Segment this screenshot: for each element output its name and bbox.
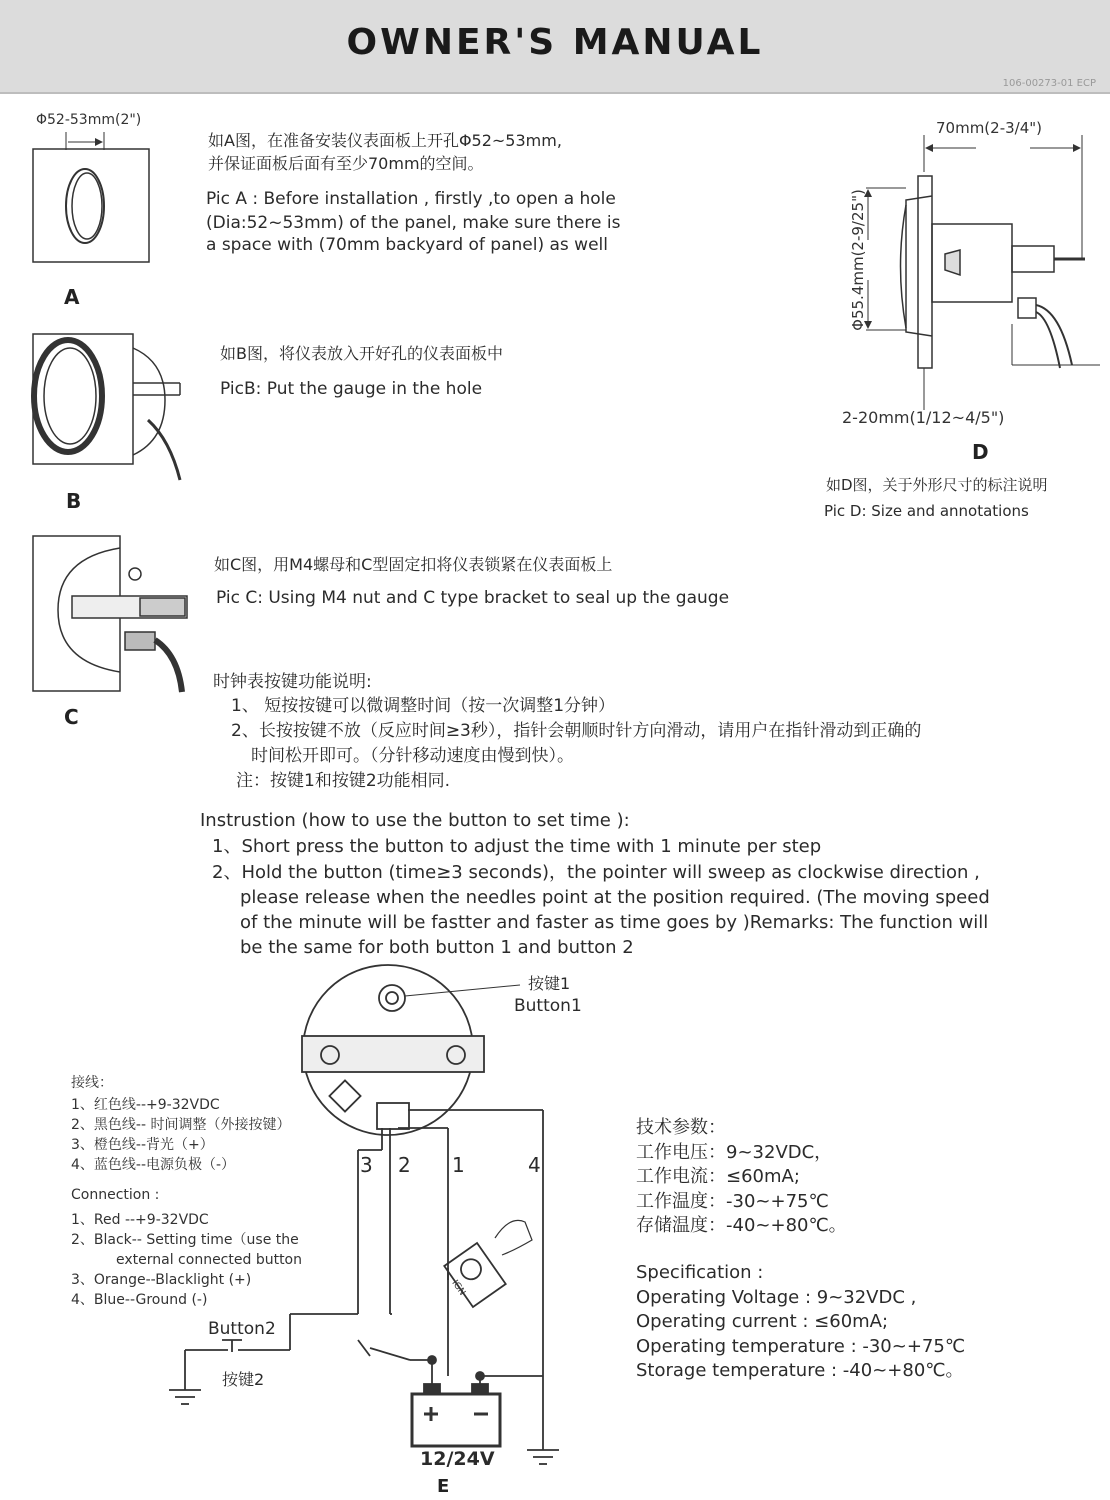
wire-num-2: 2 [398,1153,411,1177]
conn-cn-item-1: 1、红色线--+9-32VDC [71,1097,220,1113]
spec-en-line-3: Operating temperature : -30~+75℃ [636,1336,966,1357]
button2-en: Button2 [208,1319,276,1339]
clock-en-line3: please release when the needles point at the position required. (The moving speed [240,887,990,908]
spec-cn-line-3: 工作温度：-30~+75℃ [636,1191,829,1212]
spec-cn-line-2: 工作电流：≤60mA; [636,1166,800,1187]
spec-cn-line-1: 工作电压：9~32VDC， [636,1142,833,1163]
pic-d-cn: 如D图，关于外形尺寸的标注说明 [826,476,1048,494]
conn-en-item-2: 2、Black-- Setting time（use the [71,1232,299,1248]
conn-cn-item-4: 4、蓝色线--电源负极（-） [71,1157,236,1173]
pic-c-label: C [64,705,79,729]
conn-en-item-1: 1、Red --+9-32VDC [71,1212,209,1228]
pic-b-cn: 如B图，将仪表放入开好孔的仪表面板中 [220,344,503,363]
page-title: OWNER'S MANUAL [346,22,764,63]
clock-cn-title: 时钟表按键功能说明: [213,672,372,692]
pic-c-drawing [33,536,187,692]
wire-num-4: 4 [528,1153,541,1177]
clock-cn-line2: 2、长按按键不放（反应时间≥3秒），指针会朝顺时针方向滑动，请用户在指针滑动到正确的 [231,721,922,741]
clock-en-line4: of the minute will be fastter and faster as time goes by )Remarks: The function will [240,912,989,933]
clock-en-line1: 1、Short press the button to adjust the time with 1 minute per step [212,836,822,857]
button2-cn: 按键2 [222,1370,265,1389]
pic-c-cn: 如C图，用M4螺母和C型固定扣将仪表锁紧在仪表面板上 [214,555,613,574]
spec-en-title: Specification : [636,1262,764,1283]
pic-e-label: E [437,1476,450,1497]
conn-cn-item-2: 2、黑色线-- 时间调整（外接按键） [71,1117,291,1133]
pic-a-dimension: Φ52-53mm(2") [36,112,142,128]
clock-en-title: Instrustion (how to use the button to set time ): [200,810,630,831]
pic-b-label: B [66,489,82,513]
conn-en-item-3: 3、Orange--Blacklight (+) [71,1272,252,1288]
spec-cn-line-4: 存储温度：-40~+80℃。 [636,1215,847,1236]
clock-en-line2: 2、Hold the button (time≥3 seconds)，the pointer will sweep as clockwise direction , [212,862,980,883]
conn-en-item-4: 4、Blue--Ground (-) [71,1292,208,1308]
conn-cn-title: 接线： [71,1075,113,1091]
conn-en-item-2b: external connected button [116,1252,302,1268]
wire-num-1: 1 [452,1153,465,1177]
pic-c-en: Pic C: Using M4 nut and C type bracket to seal up the gauge [216,588,730,608]
pic-d-length-dim: 70mm(2-3/4") [936,119,1043,137]
pic-a-en-line2: (Dia:52~53mm) of the panel, make sure there is [206,213,621,233]
pic-d-diameter-dim: Φ55.4mm(2-9/25") [849,189,867,331]
clock-cn-line1: 1、 短按按键可以微调整时间（按一次调整1分钟） [231,696,616,716]
clock-cn-line2b: 时间松开即可。（分针移动速度由慢到快）。 [251,746,574,766]
ign-label: IGN [449,1278,467,1298]
pic-d-label: D [972,440,989,464]
conn-en-title: Connection : [71,1187,160,1203]
conn-cn-item-3: 3、橙色线--背光（+） [71,1137,214,1153]
doc-number: 106-00273-01 ECP [1002,78,1096,89]
battery-label: 12/24V [420,1448,495,1470]
spec-en-line-1: Operating Voltage : 9~32VDC , [636,1287,917,1308]
button1-en: Button1 [514,996,582,1016]
pic-d-en: Pic D: Size and annotations [824,502,1029,520]
pic-a-drawing [33,132,149,262]
pic-a-en-line3: a space with (70mm backyard of panel) as well [206,235,608,255]
clock-en-line5: be the same for both button 1 and button 2 [240,937,634,958]
pic-d-panel-dim: 2-20mm(1/12~4/5") [842,408,1005,427]
pic-a-cn-line2: 并保证面板后面有至少70mm的空间。 [208,154,484,173]
wire-num-3: 3 [360,1153,373,1177]
spec-cn-title: 技术参数： [636,1117,726,1138]
pic-a-label: A [64,285,80,309]
pic-a-en-line1: Pic A : Before installation , firstly ,to open a hole [206,189,616,209]
pic-d-drawing [866,135,1100,410]
pic-b-en: PicB: Put the gauge in the hole [220,379,483,399]
pic-a-cn-line1: 如A图，在准备安装仪表面板上开孔Φ52~53mm, [208,131,562,150]
pic-b-drawing [33,334,180,480]
spec-en-line-4: Storage temperature : -40~+80℃。 [636,1360,964,1381]
clock-cn-note: 注：按键1和按键2功能相同. [236,771,451,791]
spec-en-line-2: Operating current : ≤60mA; [636,1311,889,1332]
button1-cn: 按键1 [528,974,571,993]
